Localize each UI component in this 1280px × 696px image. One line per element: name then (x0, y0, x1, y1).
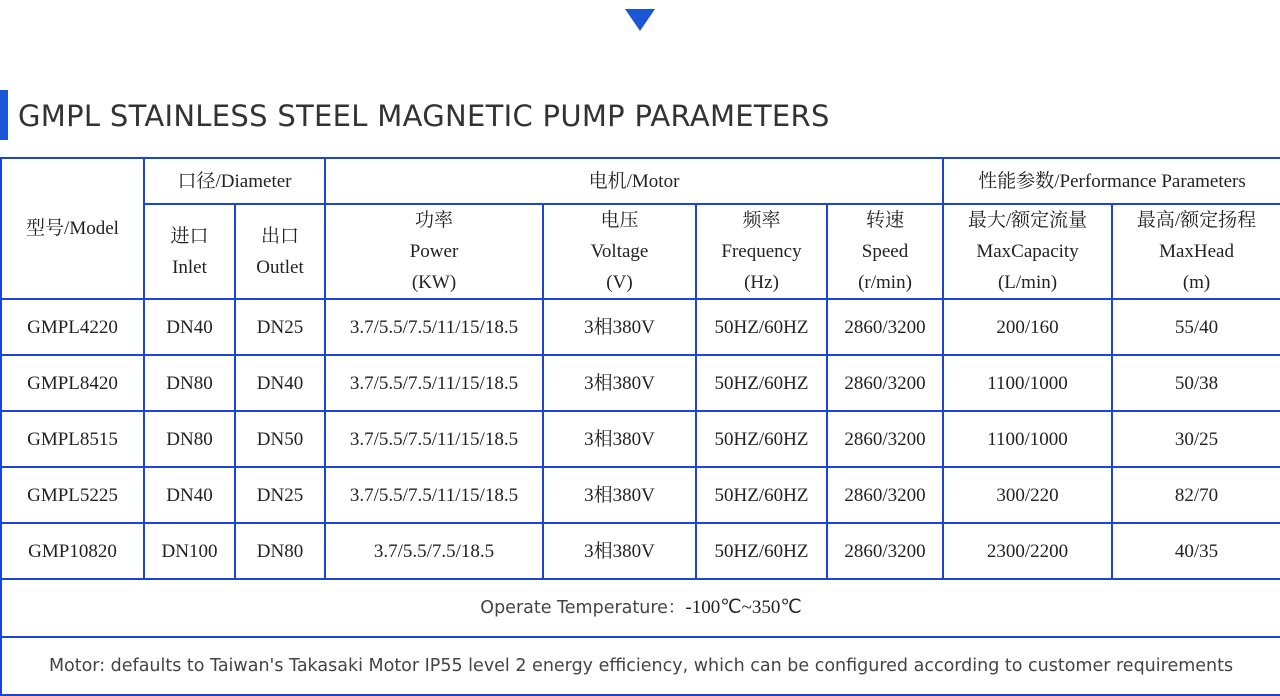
cell-outlet: DN25 (235, 467, 325, 523)
cell-frequency: 50HZ/60HZ (696, 467, 827, 523)
table-row (1, 299, 1280, 355)
table-row (1, 355, 1280, 411)
header-speed (827, 204, 943, 299)
header-inlet-cn: 进口 (170, 225, 209, 247)
header-speed-cn: 转速 (866, 210, 905, 231)
cell-voltage: 3相380V (543, 523, 696, 579)
header-capacity-cn: 最大/额定流量 (967, 210, 1088, 231)
cell-capacity: 1100/1000 (943, 355, 1112, 411)
cell-inlet: DN40 (144, 299, 235, 355)
header-motor: 电机/Motor (325, 158, 943, 204)
cell-voltage: 3相380V (543, 411, 696, 467)
cell-inlet: DN80 (144, 411, 235, 467)
header-voltage-en: Voltage (590, 241, 649, 262)
header-frequency-cn: 频率 (742, 210, 781, 231)
header-voltage (543, 204, 696, 299)
cell-speed: 2860/3200 (827, 299, 943, 355)
cell-power: 3.7/5.5/7.5/11/15/18.5 (325, 299, 543, 355)
cell-outlet: DN25 (235, 299, 325, 355)
table-row (1, 467, 1280, 523)
temperature-note (1, 579, 1280, 637)
header-head-cn: 最高/额定扬程 (1136, 210, 1257, 231)
header-head-unit: (m) (1182, 272, 1211, 293)
header-speed-en: Speed (861, 241, 909, 262)
cell-head: 55/40 (1112, 299, 1280, 355)
table-row (1, 411, 1280, 467)
header-outlet-en: Outlet (256, 256, 304, 278)
header-row-top (1, 158, 1280, 204)
header-voltage-unit: (V) (606, 272, 633, 293)
cell-power: 3.7/5.5/7.5/18.5 (325, 523, 543, 579)
cell-head: 50/38 (1112, 355, 1280, 411)
header-voltage-cn: 电压 (600, 210, 639, 231)
header-power (325, 204, 543, 299)
header-model: 型号/Model (1, 158, 144, 299)
cell-capacity: 2300/2200 (943, 523, 1112, 579)
parameters-table (0, 157, 1280, 696)
header-head-en: MaxHead (1159, 241, 1234, 262)
header-frequency-unit: (Hz) (744, 272, 779, 293)
header-frequency (696, 204, 827, 299)
cell-model: GMPL4220 (1, 299, 144, 355)
header-performance: 性能参数/Performance Parameters (943, 158, 1280, 204)
cell-outlet: DN80 (235, 523, 325, 579)
cell-voltage: 3相380V (543, 355, 696, 411)
cell-head: 82/70 (1112, 467, 1280, 523)
header-frequency-en: Frequency (721, 241, 802, 262)
title-accent-bar (0, 90, 8, 140)
cell-power: 3.7/5.5/7.5/11/15/18.5 (325, 411, 543, 467)
cell-speed: 2860/3200 (827, 467, 943, 523)
cell-inlet: DN40 (144, 467, 235, 523)
cell-frequency: 50HZ/60HZ (696, 299, 827, 355)
cell-power: 3.7/5.5/7.5/11/15/18.5 (325, 467, 543, 523)
header-speed-unit: (r/min) (858, 272, 912, 293)
header-inlet-en: Inlet (172, 256, 207, 278)
cell-speed: 2860/3200 (827, 523, 943, 579)
cell-power: 3.7/5.5/7.5/11/15/18.5 (325, 355, 543, 411)
cell-outlet: DN50 (235, 411, 325, 467)
temperature-label: Operate Temperature： (480, 598, 686, 618)
cell-model: GMPL8420 (1, 355, 144, 411)
cell-frequency: 50HZ/60HZ (696, 411, 827, 467)
cell-frequency: 50HZ/60HZ (696, 355, 827, 411)
header-capacity-en: MaxCapacity (976, 241, 1079, 262)
header-head (1112, 204, 1280, 299)
header-power-en: Power (409, 241, 459, 262)
cell-frequency: 50HZ/60HZ (696, 523, 827, 579)
motor-note: Motor: defaults to Taiwan's Takasaki Motor IP55 level 2 energy efficiency, which can be configured according to customer requirements (1, 637, 1280, 695)
down-arrow-icon (625, 9, 655, 31)
header-outlet-cn: 出口 (260, 225, 299, 247)
cell-capacity: 1100/1000 (943, 411, 1112, 467)
cell-inlet: DN80 (144, 355, 235, 411)
header-inlet (144, 204, 235, 299)
page-title: GMPL STAINLESS STEEL MAGNETIC PUMP PARAMETERS (18, 99, 830, 133)
header-row-sub (1, 204, 1280, 299)
cell-speed: 2860/3200 (827, 411, 943, 467)
cell-head: 40/35 (1112, 523, 1280, 579)
header-capacity-unit: (L/min) (997, 272, 1058, 293)
cell-model: GMPL5225 (1, 467, 144, 523)
header-power-cn: 功率 (414, 210, 453, 231)
temperature-row (1, 579, 1280, 637)
temperature-value: -100℃~350℃ (685, 597, 802, 618)
cell-inlet: DN100 (144, 523, 235, 579)
cell-outlet: DN40 (235, 355, 325, 411)
header-power-unit: (KW) (411, 272, 457, 293)
cell-head: 30/25 (1112, 411, 1280, 467)
cell-model: GMPL8515 (1, 411, 144, 467)
cell-voltage: 3相380V (543, 467, 696, 523)
cell-capacity: 300/220 (943, 467, 1112, 523)
cell-model: GMP10820 (1, 523, 144, 579)
cell-voltage: 3相380V (543, 299, 696, 355)
header-outlet (235, 204, 325, 299)
cell-speed: 2860/3200 (827, 355, 943, 411)
header-capacity (943, 204, 1112, 299)
cell-capacity: 200/160 (943, 299, 1112, 355)
motor-note-row (1, 637, 1280, 695)
header-diameter: 口径/Diameter (144, 158, 325, 204)
table-row (1, 523, 1280, 579)
